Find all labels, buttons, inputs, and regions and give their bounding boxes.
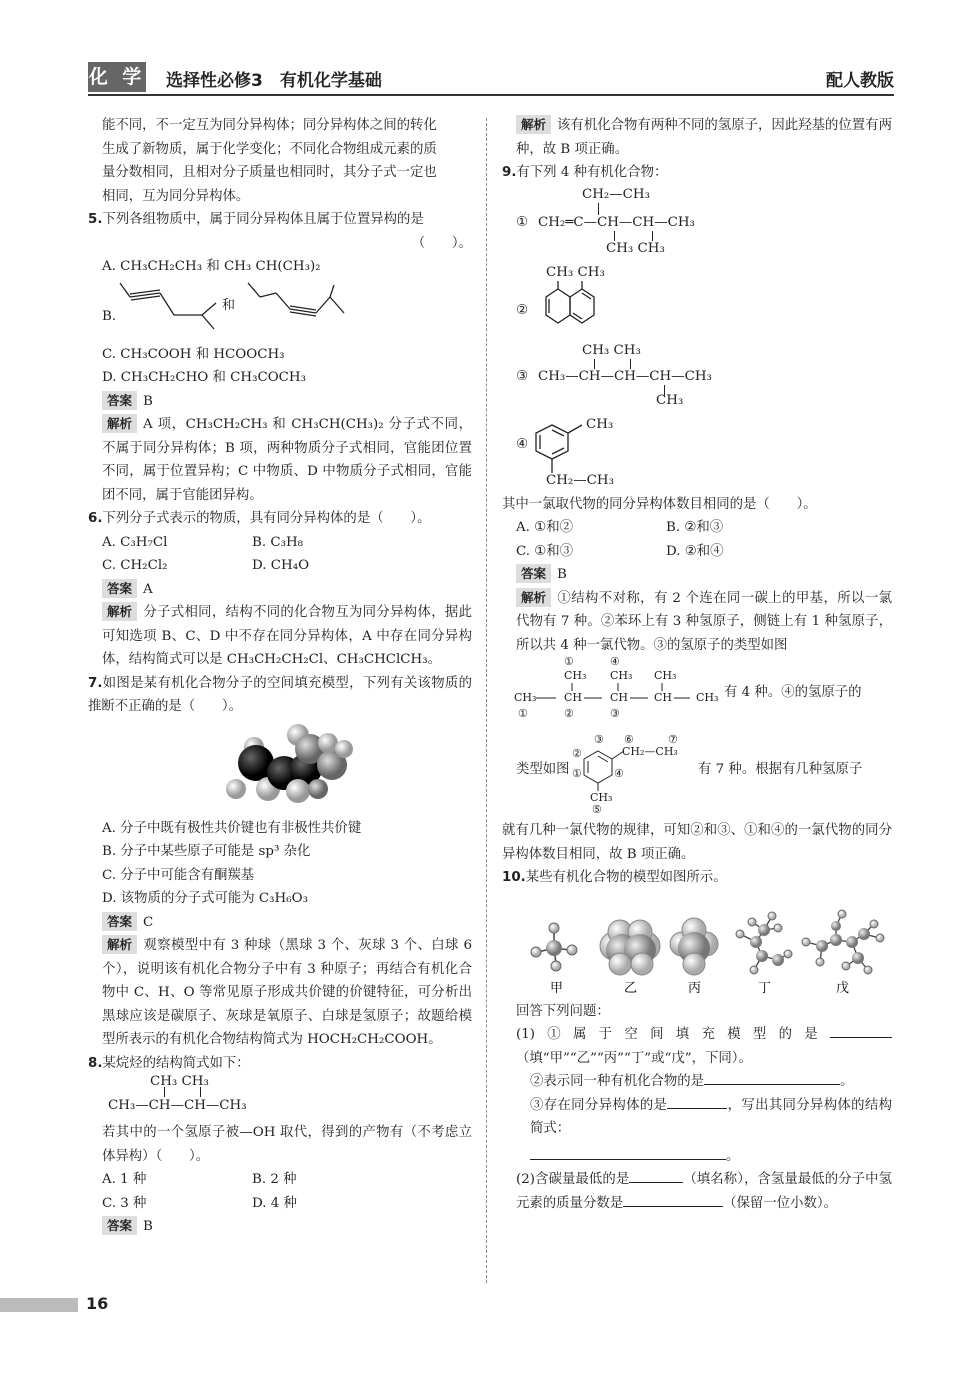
structure-2 (502, 265, 892, 345)
answer-value: B (143, 393, 153, 409)
analysis-text: ①结构不对称，有 2 个连在同一碳上的甲基，所以一氯代物有 7 种。②苯环上有 3 种氢原子，侧链上有 1 种氢原子，所以共 4 种一氯代物。③的氢原子的类型如图 (516, 590, 892, 653)
structure-4 (502, 417, 892, 493)
model-label: 丙 (688, 980, 702, 996)
question-stem: 如图是某有机化合物分子的空间填充模型，下列有关该物质的推断不正确的是（ ）。 (88, 675, 472, 714)
struct-label: ① (516, 214, 529, 230)
footer-bar (0, 1298, 78, 1312)
model-label: 甲 (550, 980, 564, 996)
hydrogen-type-figure-4 (502, 733, 892, 819)
part-text: 。 (726, 1148, 740, 1164)
struct-bottom: CH₃ (656, 392, 684, 408)
analysis-tag: 解析 (102, 414, 137, 433)
analysis-text: A 项，CH₃CH₂CH₃ 和 CH₃CH(CH₃)₂ 分子式不同，不属于同分异构体；B 项，两种物质分子式相同，官能团位置不同，属于位置异构；C 中物质、D 中物质分子式相同，官能团不同，属于官能团异构。 (102, 417, 472, 503)
struct-label: ③ (516, 368, 529, 384)
question-stem: 下列分子式表示的物质，具有同分异构体的是（ ）。 (102, 511, 431, 526)
answer-blank[interactable] (830, 1024, 892, 1038)
column-divider (486, 118, 487, 1283)
main-atom: CH (610, 691, 629, 704)
answer-blank[interactable] (530, 1146, 726, 1160)
model-label: 丁 (758, 980, 772, 996)
answer-tag: 答案 (102, 1216, 137, 1235)
and-text: 和 (222, 297, 236, 313)
prompt: 回答下列问题： (516, 1003, 610, 1019)
option-c: C. CH₂Cl₂ (102, 558, 168, 573)
analysis-tag: 解析 (102, 602, 137, 621)
structure-3 (502, 342, 892, 417)
option-d: D. 4 种 (252, 1195, 297, 1211)
ethyl-chain: CH₂—CH₃ (546, 472, 614, 488)
analysis-text: 就有几种一氯代物的规律，可知②和③、①和④的一氯代物的同分异构体数目相同，故 B 项正确。 (502, 823, 892, 862)
analysis-text: 分子式相同，结构不同的化合物互为同分异构体，据此可知选项 B、C、D 中不存在同分异构体，A 中存在同分异构体，结构简式可以是 CH₃CH₂CH₂Cl、CH₃CHClCH₃。 (102, 605, 472, 667)
option-a: A. CH₃CH₂CH₃ 和 CH₃ CH(CH₃)₂ (102, 259, 321, 274)
option-a: A. C₃H₇Cl (102, 534, 168, 550)
struct-main: CH₂═C—CH—CH—CH₃ (538, 214, 695, 230)
answer-row (88, 578, 472, 602)
ch3: CH₃ (654, 669, 677, 682)
question-number: 9. (502, 165, 517, 180)
struct-top: CH₃ CH₃ (582, 342, 641, 358)
answer-blank[interactable] (704, 1071, 840, 1085)
part-text: （填“甲”“乙”“丙”“丁”或“戊”，下同）。 (516, 1050, 752, 1066)
book-title: 选择性必修3 有机化学基础 (166, 71, 382, 91)
main-atom: CH₃ (696, 691, 719, 704)
question-10 (502, 866, 892, 1215)
naphthalene-ring (532, 265, 632, 345)
mark: ④ (610, 655, 620, 668)
part-1c (502, 1094, 892, 1141)
part-text: (1)①属于空间填充模型的是 (516, 1027, 830, 1042)
alkane-structure (88, 1075, 472, 1121)
space-filling-model (88, 719, 472, 817)
page-header (88, 62, 894, 96)
model-jia (531, 923, 577, 971)
answer-value: C (143, 914, 154, 930)
text-line: 生成了新物质，属于化学变化；不同化合物组成元素的质 (102, 141, 437, 157)
analysis (88, 601, 472, 672)
part-1a (502, 1023, 892, 1070)
subject-tag: 化 学 (88, 62, 146, 92)
question-stem: 某些有机化合物的模型如图所示。 (525, 870, 727, 885)
answer-tag: 答案 (102, 391, 137, 410)
model-wu (802, 910, 884, 974)
answer-value: B (557, 567, 567, 582)
analysis-text: 有 7 种。根据有几种氢原子 (698, 762, 863, 777)
answer-tag: 答案 (102, 912, 137, 931)
text-line: 能不同，不一定互为同分异构体；同分异构体之间的转化 (102, 118, 437, 133)
question-number: 8. (88, 1055, 103, 1071)
question-number: 5. (88, 212, 103, 227)
page-number: 16 (86, 1294, 109, 1313)
question-8 (88, 1052, 472, 1239)
part-text: （填名称），含氢量最低的分子中氢元素的质量分数是 (516, 1172, 892, 1211)
option-a: A. 1 种 (102, 1172, 147, 1187)
continued-text (88, 114, 472, 208)
analysis-text: 有 4 种。④的氢原子的 (724, 685, 862, 700)
option-c: C. CH₃COOH 和 HCOOCH₃ (102, 346, 285, 362)
analysis (502, 587, 892, 658)
struct-main: CH₃—CH—CH—CH—CH₃ (538, 368, 712, 384)
mark: ③ (610, 707, 620, 720)
molecular-models-figure (502, 890, 892, 1000)
option-b: B. 分子中某些原子可能是 sp³ 杂化 (102, 844, 311, 859)
answer-value: B (143, 1219, 153, 1234)
mark: ④ (614, 767, 624, 780)
methyl-sub: CH₃ (586, 416, 614, 432)
white-ball (335, 740, 353, 758)
option-c: C. 3 种 (102, 1195, 147, 1211)
question-7 (88, 672, 472, 1052)
mark: ② (572, 747, 582, 760)
analysis-text: 类型如图 (516, 762, 570, 777)
model-bing (670, 918, 718, 975)
text-line: 量分数相同，且相对分子质量也相同时，其分子式一定也 (102, 165, 437, 180)
part-text: （保留一位小数）。 (723, 1195, 837, 1211)
mark: ① (518, 707, 528, 720)
chain: CH₂—CH₃ (622, 745, 678, 758)
hydrogen-type-figure-3 (502, 657, 892, 733)
mark: ② (564, 707, 574, 720)
left-column (88, 114, 472, 1239)
main-atom: CH (654, 691, 673, 704)
analysis-tag: 解析 (102, 935, 137, 954)
mark: ⑦ (668, 733, 678, 746)
mark: ⑥ (624, 733, 634, 746)
option-d: D. CH₃CH₂CHO 和 CH₃COCH₃ (102, 370, 306, 385)
ch3: CH₃ (590, 791, 613, 804)
struct-top: CH₂—CH₃ (582, 186, 650, 202)
mark: ⑤ (592, 803, 602, 816)
option-d: D. ②和④ (666, 543, 724, 559)
answer-tag: 答案 (516, 564, 551, 583)
part-text: ③存在同分异构体的是 (530, 1097, 668, 1113)
part-text: (2)含碳量最低的是 (516, 1172, 630, 1187)
model-label: 戊 (836, 980, 850, 996)
answer-blank[interactable] (623, 1193, 723, 1207)
answer-row (502, 563, 892, 587)
option-b: B. ②和③ (666, 520, 724, 535)
part-text: ②表示同一种有机化合物的是 (530, 1074, 705, 1089)
struct-label: ④ (516, 436, 529, 452)
answer-blank[interactable] (667, 1095, 727, 1109)
answer-value: A (143, 581, 153, 597)
option-c: C. ①和③ (516, 543, 574, 559)
structure-1 (502, 185, 892, 265)
question-5 (88, 208, 472, 507)
question-6 (88, 507, 472, 672)
gray-ball (308, 779, 328, 799)
struct-main: CH₃—CH—CH—CH₃ (108, 1098, 247, 1113)
q8-analysis (502, 114, 892, 161)
question-9 (502, 161, 892, 866)
option-b: B. 2 种 (252, 1172, 297, 1187)
analysis-text: 该有机化合物有两种不同的氢原子，因此羟基的位置有两种，故 B 项正确。 (516, 118, 892, 157)
option-b: B. C₃H₈ (252, 534, 304, 550)
alkyne-structure-1 (120, 283, 216, 329)
model-label: 乙 (624, 980, 638, 996)
text-line: 相同，互为同分异构体。 (102, 188, 250, 204)
right-column (502, 114, 892, 1215)
main-atom: CH₃ (514, 691, 537, 704)
struct-top: CH₃ CH₃ (546, 264, 605, 280)
model-ding (736, 912, 792, 974)
question-stem: 某烷烃的结构简式如下： (102, 1055, 250, 1071)
mark: ① (564, 655, 574, 668)
main-atom: CH (564, 691, 583, 704)
analysis (88, 413, 472, 507)
part-1c-line (502, 1141, 892, 1169)
question-number: 6. (88, 511, 103, 526)
struct-top: CH₃ CH₃ (150, 1074, 209, 1089)
analysis (88, 934, 472, 1052)
part-1b (502, 1070, 892, 1094)
answer-row (88, 390, 472, 414)
analysis-tag: 解析 (516, 588, 551, 607)
part-2 (502, 1168, 892, 1215)
white-ball (286, 779, 310, 803)
question-number: 10. (502, 870, 526, 885)
model-yi (600, 920, 660, 975)
option-a: A. ①和② (516, 520, 573, 535)
white-ball (318, 733, 338, 753)
answer-blank[interactable] (629, 1169, 683, 1183)
option-b-label: B. (102, 308, 117, 324)
alkyne-structure-2 (248, 283, 344, 316)
question-stem-2: 若其中的一个氢原子被—OH 取代，得到的产物有（不考虑立体异构）（ ）。 (102, 1125, 472, 1164)
part-text: ，写出其同分异构体的结构简式： (530, 1097, 893, 1136)
analysis-tag: 解析 (516, 115, 551, 134)
question-stem: 有下列 4 种有机化合物： (516, 165, 668, 180)
struct-bottom: CH₃ CH₃ (606, 240, 665, 256)
option-d: D. 该物质的分子式可能为 C₃H₆O₃ (102, 891, 308, 906)
skeletal-structures (118, 279, 358, 343)
answer-paren: （ ）。 (411, 235, 472, 251)
answer-tag: 答案 (102, 579, 137, 598)
question-number: 7. (88, 675, 103, 691)
option-c: C. 分子中可能含有酮羰基 (102, 867, 255, 883)
mark: ③ (594, 733, 604, 746)
part-text: 。 (840, 1074, 854, 1089)
option-b (88, 279, 472, 343)
option-d: D. CH₄O (252, 558, 310, 573)
analysis-text: 观察模型中有 3 种球（黑球 3 个、灰球 3 个、白球 6 个），说明该有机化合物分子中有 3 种原子；再结合有机化合物中 C、H、O 等常见原子形成共价键的价键特征，可分析出黑球应该是碳原子、灰球是氧原子、白球是氢原子；故题给模型所表示的有机化合物结构简式为 HOCH₂CH₂COOH。 (102, 938, 472, 1047)
option-a: A. 分子中既有极性共价键也有非极性共价键 (102, 820, 362, 836)
answer-row (88, 1215, 472, 1239)
question-text: 其中一氯取代物的同分异构体数目相同的是（ ）。 (502, 496, 817, 512)
edition-label: 配人教版 (826, 71, 894, 91)
ch3: CH₃ (610, 669, 633, 682)
answer-row (88, 911, 472, 935)
white-ball (226, 779, 246, 799)
mark: ① (572, 767, 582, 780)
ch3: CH₃ (564, 669, 587, 682)
question-stem: 下列各组物质中，属于同分异构体且属于位置异构的是 (102, 212, 424, 227)
struct-label: ② (516, 302, 529, 318)
